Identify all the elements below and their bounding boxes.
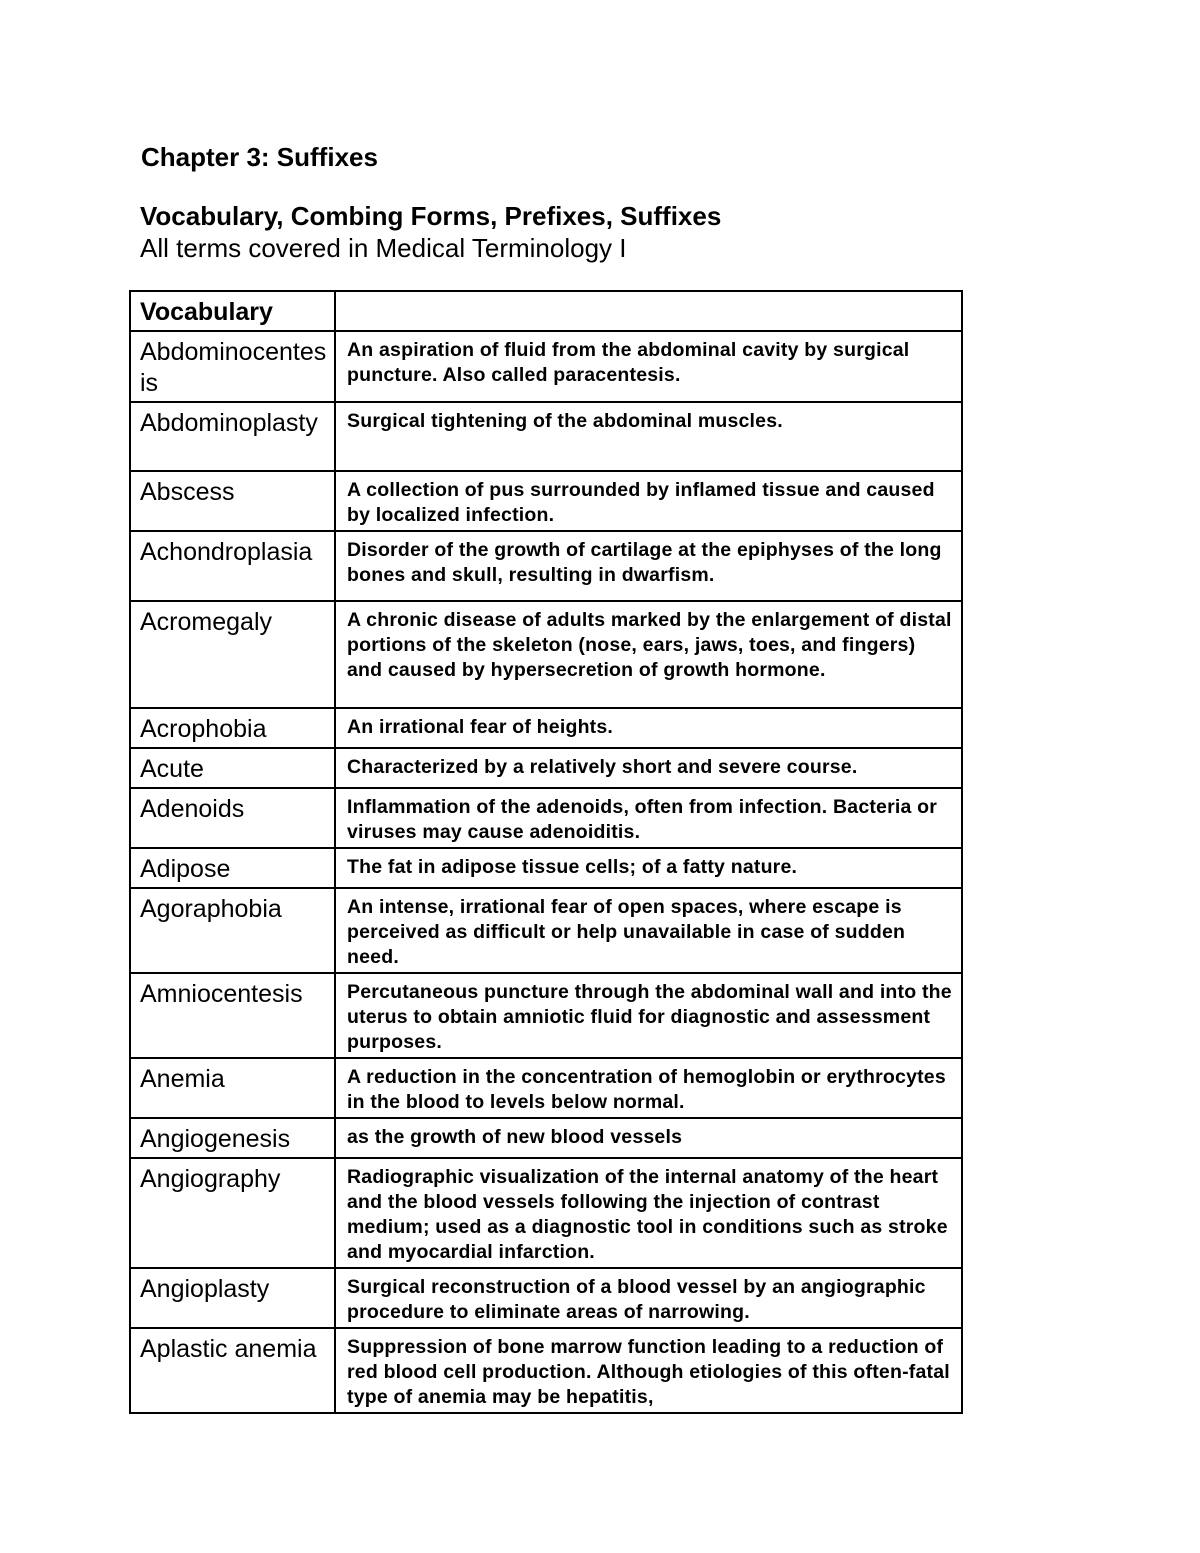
- subtitle: All terms covered in Medical Terminology I: [140, 233, 627, 263]
- term-cell: [130, 1058, 335, 1118]
- definition-cell: [335, 531, 962, 601]
- table-row: [130, 708, 962, 748]
- vocabulary-definition: A collection of pus surrounded by inflamed tissue and caused by localized infection.: [347, 479, 935, 526]
- term-cell: [130, 331, 335, 402]
- table-header-row: [130, 291, 962, 331]
- vocabulary-definition: An aspiration of fluid from the abdominal cavity by surgical puncture. Also called paracentesis.: [347, 339, 910, 386]
- term-cell: [130, 848, 335, 888]
- table-row: [130, 1158, 962, 1268]
- table-row: [130, 848, 962, 888]
- vocabulary-definition: Characterized by a relatively short and severe course.: [347, 756, 858, 778]
- vocabulary-table: [129, 290, 963, 1414]
- table-row: [130, 1118, 962, 1158]
- term-cell: [130, 788, 335, 848]
- vocabulary-definition: Percutaneous puncture through the abdominal wall and into the uterus to obtain amniotic fluid for diagnostic and assessment purposes.: [347, 981, 952, 1053]
- table-row: [130, 888, 962, 973]
- vocabulary-term: Angiography: [140, 1165, 281, 1193]
- vocabulary-term: Adipose: [140, 855, 231, 883]
- header-definition-cell: [335, 291, 962, 331]
- vocabulary-term: Abscess: [140, 478, 235, 506]
- vocabulary-definition: The fat in adipose tissue cells; of a fatty nature.: [347, 856, 798, 878]
- table-row: [130, 1058, 962, 1118]
- table-row: [130, 471, 962, 531]
- vocabulary-definition: Suppression of bone marrow function leading to a reduction of red blood cell production. Although etiologies of this often-fatal type of anemia may be hepatitis,: [347, 1336, 950, 1408]
- vocabulary-term: Angiogenesis: [140, 1125, 291, 1153]
- vocabulary-term: Acrophobia: [140, 715, 267, 743]
- definition-cell: [335, 973, 962, 1058]
- vocabulary-term: Acute: [140, 755, 204, 783]
- vocabulary-definition: A reduction in the concentration of hemoglobin or erythrocytes in the blood to levels below normal.: [347, 1066, 946, 1113]
- vocabulary-table-body: [130, 291, 962, 1413]
- header-term-cell: [130, 291, 335, 331]
- definition-cell: [335, 402, 962, 471]
- vocabulary-term: Adenoids: [140, 795, 245, 823]
- definition-cell: [335, 601, 962, 708]
- vocabulary-definition: Disorder of the growth of cartilage at the epiphyses of the long bones and skull, resulting in dwarfism.: [347, 539, 942, 586]
- vocabulary-definition: An irrational fear of heights.: [347, 716, 614, 738]
- vocabulary-term: Angioplasty: [140, 1275, 270, 1303]
- vocabulary-term: Abdominoplasty: [140, 409, 318, 437]
- term-cell: [130, 1328, 335, 1413]
- table-row: [130, 973, 962, 1058]
- table-row: [130, 402, 962, 471]
- vocabulary-term: Achondroplasia: [140, 538, 313, 566]
- term-cell: [130, 888, 335, 973]
- vocabulary-term: Acromegaly: [140, 608, 272, 636]
- table-row: [130, 1328, 962, 1413]
- term-cell: [130, 402, 335, 471]
- table-row: [130, 1268, 962, 1328]
- table-row: [130, 748, 962, 788]
- definition-cell: [335, 888, 962, 973]
- term-cell: [130, 1118, 335, 1158]
- vocabulary-definition: Inflammation of the adenoids, often from infection. Bacteria or viruses may cause adenoiditis.: [347, 796, 938, 843]
- definition-cell: [335, 1328, 962, 1413]
- definition-cell: [335, 1118, 962, 1158]
- definition-cell: [335, 331, 962, 402]
- vocabulary-term: Agoraphobia: [140, 895, 282, 923]
- vocabulary-definition: A chronic disease of adults marked by the enlargement of distal portions of the skeleton (nose, ears, jaws, toes, and fingers) and caused by hypersecretion of growth hormone.: [347, 609, 952, 681]
- term-cell: [130, 601, 335, 708]
- header-term: Vocabulary: [140, 298, 273, 326]
- definition-cell: [335, 788, 962, 848]
- vocabulary-definition: Surgical reconstruction of a blood vessel by an angiographic procedure to eliminate areas of narrowing.: [347, 1276, 926, 1323]
- header-definition: [336, 292, 961, 300]
- table-row: [130, 601, 962, 708]
- term-cell: [130, 748, 335, 788]
- vocabulary-term: Amniocentesis: [140, 980, 303, 1008]
- definition-cell: [335, 1058, 962, 1118]
- table-row: [130, 788, 962, 848]
- vocabulary-definition: Surgical tightening of the abdominal muscles.: [347, 410, 783, 432]
- definition-cell: [335, 848, 962, 888]
- table-row: [130, 331, 962, 402]
- definition-cell: [335, 471, 962, 531]
- definition-cell: [335, 708, 962, 748]
- term-cell: [130, 1158, 335, 1268]
- term-cell: [130, 973, 335, 1058]
- definition-cell: [335, 748, 962, 788]
- table-row: [130, 531, 962, 601]
- definition-cell: [335, 1158, 962, 1268]
- term-cell: [130, 471, 335, 531]
- vocabulary-definition: Radiographic visualization of the internal anatomy of the heart and the blood vessels following the injection of contrast medium; used as a diagnostic tool in conditions such as stroke and myocardial infarction.: [347, 1166, 948, 1263]
- vocabulary-term: Anemia: [140, 1065, 225, 1093]
- term-cell: [130, 1268, 335, 1328]
- vocabulary-definition: An intense, irrational fear of open spaces, where escape is perceived as difficult or help unavailable in case of sudden need.: [347, 896, 906, 968]
- term-cell: [130, 708, 335, 748]
- vocabulary-definition: as the growth of new blood vessels: [347, 1126, 683, 1148]
- vocabulary-term: Aplastic anemia: [140, 1335, 317, 1363]
- definition-cell: [335, 1268, 962, 1328]
- chapter-title: Chapter 3: Suffixes: [141, 142, 378, 172]
- vocabulary-term: Abdominocentesis: [140, 338, 327, 397]
- term-cell: [130, 531, 335, 601]
- section-heading: Vocabulary, Combing Forms, Prefixes, Suffixes: [140, 201, 722, 231]
